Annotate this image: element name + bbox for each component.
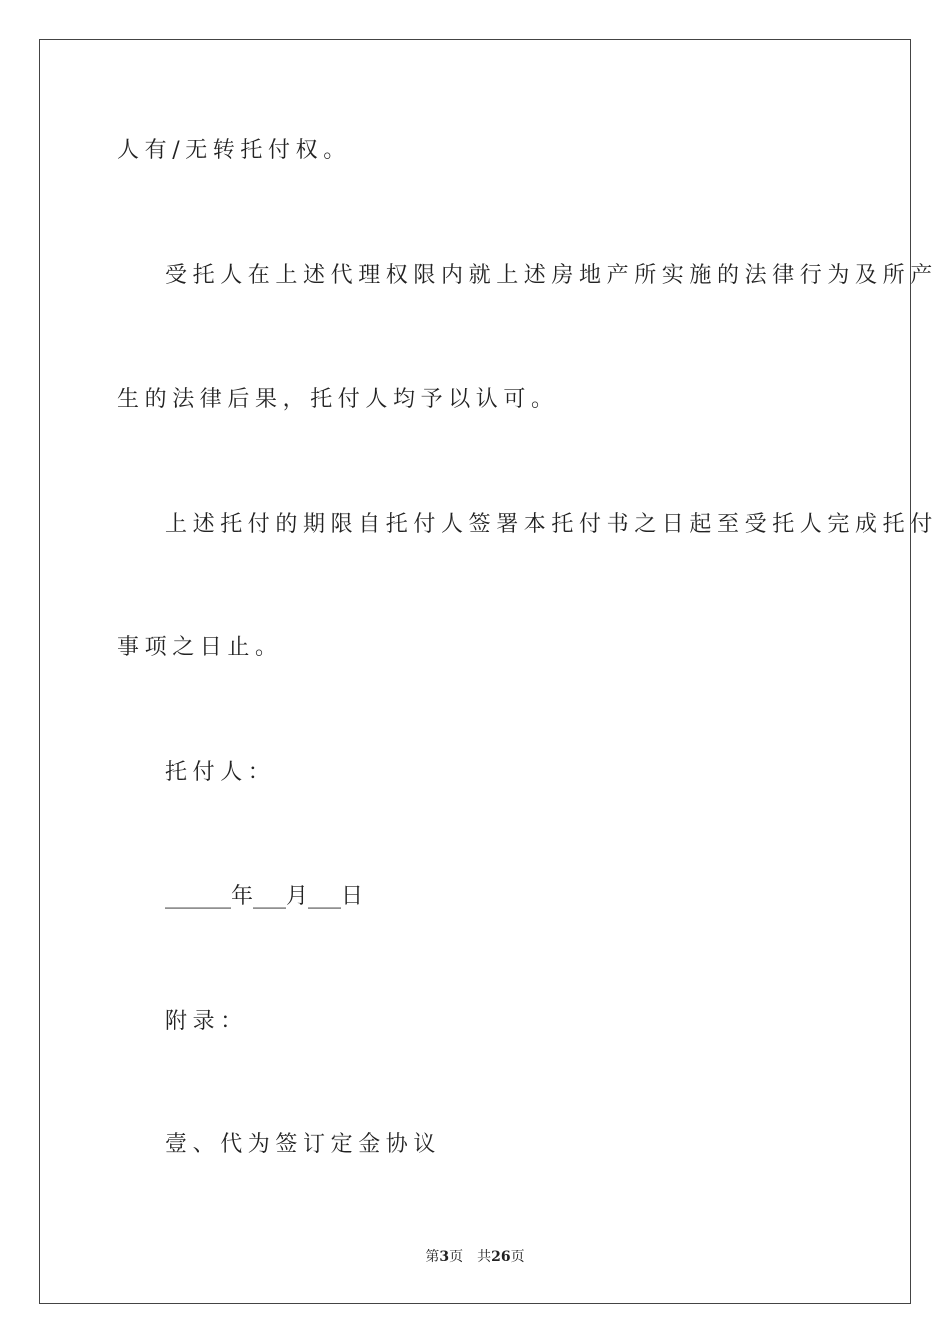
appendix-label <box>0 1007 950 1037</box>
text-line: 壹、代为签订定金协议 <box>165 1132 442 1157</box>
footer-total-prefix: 共 <box>477 1249 492 1265</box>
footer-total-pages: 26 <box>491 1249 511 1265</box>
text-line: 生的法律后果，托付人均予以认可。 <box>117 387 559 412</box>
text-line: 上述托付的期限自托付人签署本托付书之日起至受托人完成托付 <box>165 512 938 537</box>
page-footer <box>0 1247 950 1267</box>
paragraph-line-1 <box>0 136 950 166</box>
paragraph-line-2 <box>0 261 950 291</box>
paragraph-line-4 <box>0 510 950 540</box>
principal-label <box>0 758 950 788</box>
footer-total-suffix: 页 <box>510 1249 525 1265</box>
date-line <box>0 882 950 912</box>
footer-page-prefix: 第 <box>425 1249 440 1265</box>
page-border <box>39 39 911 1304</box>
text-line: 附录： <box>165 1009 248 1034</box>
footer-page-number: 3 <box>439 1249 450 1265</box>
paragraph-line-3 <box>0 385 950 415</box>
text-line: 托付人： <box>165 760 276 785</box>
appendix-item-1 <box>0 1130 950 1160</box>
text-line: 受托人在上述代理权限内就上述房地产所实施的法律行为及所产 <box>165 263 938 288</box>
text-line: 人有/无转托付权。 <box>117 138 351 163</box>
paragraph-line-5 <box>0 633 950 663</box>
text-line: ______年___月___日 <box>165 884 364 909</box>
text-line: 事项之日止。 <box>117 635 283 660</box>
footer-page-suffix: 页 <box>449 1249 464 1265</box>
